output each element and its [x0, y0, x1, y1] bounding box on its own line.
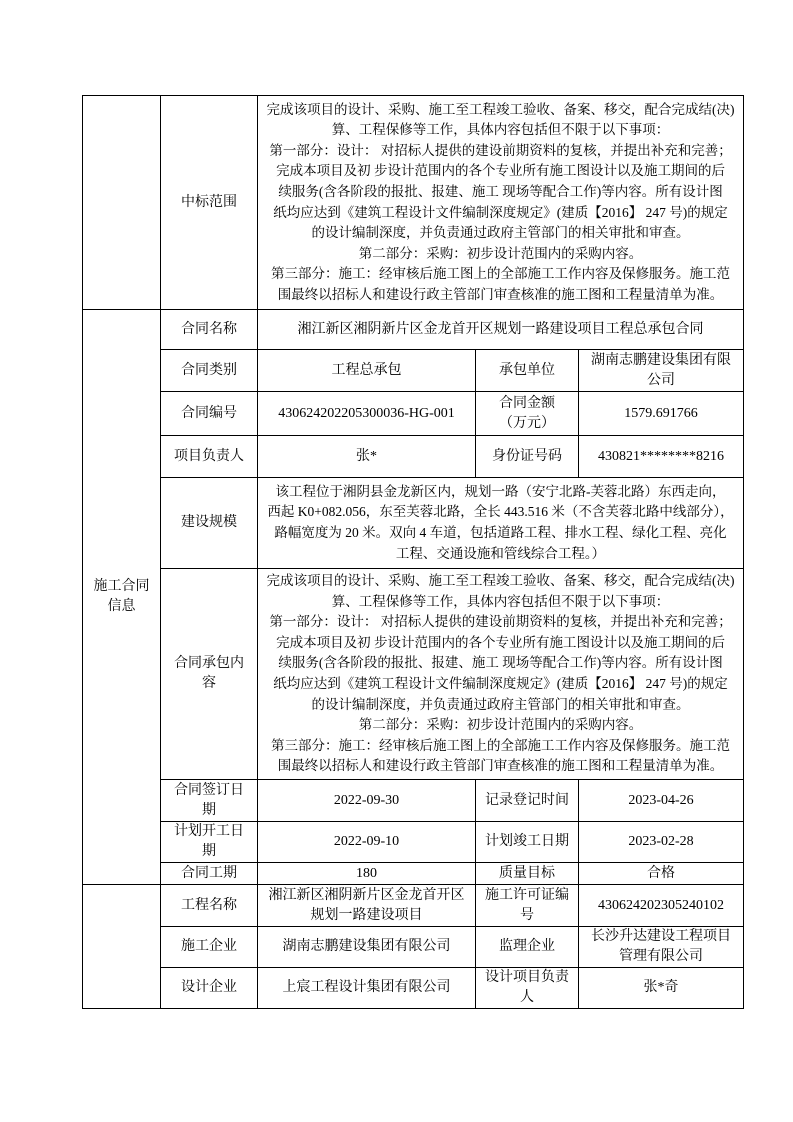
sign-date-row — [83, 780, 744, 822]
text-line: 续服务(含各阶段的报批、报建、施工 现场等配合工作)等内容。所有设计图 — [278, 655, 723, 671]
construction-scale-row — [83, 478, 744, 569]
text-line: 完成本项目及初 步设计范围内的各个专业所有施工图设计以及施工期间的后 — [276, 163, 725, 179]
plan-end-label: 计划竣工日期 — [476, 822, 579, 863]
plan-dates-row — [83, 822, 744, 863]
contract-type-row — [83, 350, 744, 392]
text-line: 围最终以招标人和建设行政主管部门审查核准的施工图和工程量清单为准。 — [277, 286, 724, 302]
project-name-value: 湘江新区湘阴新片区金龙首开区规划一路建设项目 — [258, 885, 476, 927]
project-manager-value: 张* — [258, 436, 476, 478]
text-line: 的设计编制深度，并负责通过政府主管部门的相关审批和审查。 — [311, 696, 690, 712]
contract-scope-content — [258, 569, 744, 780]
text-line: 纸均应达到《建筑工程设计文件编制深度规定》(建质【2016】 247 号)的规定 — [273, 204, 728, 220]
text-line: 工程、交通设施和管线综合工程。） — [395, 545, 606, 561]
design-lead-value: 张*奇 — [579, 968, 744, 1009]
contract-type-label: 合同类别 — [161, 350, 258, 392]
contract-type-value: 工程总承包 — [258, 350, 476, 392]
section-label-empty — [83, 96, 161, 310]
quality-label: 质量目标 — [476, 863, 579, 885]
plan-end-value: 2023-02-28 — [579, 822, 744, 863]
contract-name-label: 合同名称 — [161, 310, 258, 350]
text-line: 算、工程保修等工作，具体内容包括但不限于以下事项： — [331, 593, 670, 609]
project-name-label: 工程名称 — [161, 885, 258, 927]
designer-row — [83, 968, 744, 1009]
project-info-table — [82, 95, 744, 1009]
contract-amount-label: 合同金额 （万元） — [476, 392, 579, 436]
text-line: 第一部分：设计： 对招标人提供的建设前期资料的复核，并提出补充和完善； — [269, 142, 732, 158]
construction-scale-label: 建设规模 — [161, 478, 258, 569]
permit-label: 施工许可证编号 — [476, 885, 579, 927]
contract-name-row — [83, 310, 744, 350]
project-manager-label: 项目负责人 — [161, 436, 258, 478]
text-line: 西起 K0+082.056，东至芙蓉北路，全长 443.516 米（不含芙蓉北路中线部分）， — [267, 504, 734, 520]
section-label-empty — [83, 885, 161, 1009]
contractor-label: 承包单位 — [476, 350, 579, 392]
text-line: 第二部分：采购：初步设计范围内的采购内容。 — [358, 717, 643, 733]
contract-name-value: 湘江新区湘阴新片区金龙首开区规划一路建设项目工程总承包合同 — [258, 310, 744, 350]
design-lead-label: 设计项目负责人 — [476, 968, 579, 1009]
record-time-value: 2023-04-26 — [579, 780, 744, 822]
contract-scope-label: 合同承包内容 — [161, 569, 258, 780]
text-line: 第二部分：采购：初步设计范围内的采购内容。 — [358, 245, 643, 261]
plan-start-value: 2022-09-10 — [258, 822, 476, 863]
contract-number-row — [83, 392, 744, 436]
project-name-row — [83, 885, 744, 927]
text-line: 算、工程保修等工作，具体内容包括但不限于以下事项： — [331, 122, 670, 138]
duration-row — [83, 863, 744, 885]
record-time-label: 记录登记时间 — [476, 780, 579, 822]
duration-label: 合同工期 — [161, 863, 258, 885]
builder-row — [83, 927, 744, 968]
supervisor-value: 长沙升达建设工程项目管理有限公司 — [579, 927, 744, 968]
text-line: 完成该项目的设计、采购、施工至工程竣工验收、备案、移交，配合完成结(决) — [266, 101, 735, 117]
builder-value: 湖南志鹏建设集团有限公司 — [258, 927, 476, 968]
sign-date-label: 合同签订日期 — [161, 780, 258, 822]
text-line: 路幅宽度为 20 米。双向 4 车道，包括道路工程、排水工程、绿化工程、亮化 — [274, 525, 727, 540]
text-line: 第三部分：施工：经审核后施工图上的全部施工工作内容及保修服务。施工范 — [271, 266, 731, 282]
contract-scope-row — [83, 569, 744, 780]
text-line: 该工程位于湘阴县金龙新区内，规划一路（安宁北路-芙蓉北路）东西走向， — [275, 483, 726, 499]
designer-label: 设计企业 — [161, 968, 258, 1009]
quality-value: 合格 — [579, 863, 744, 885]
contractor-value: 湖南志鹏建设集团有限公司 — [579, 350, 744, 392]
supervisor-label: 监理企业 — [476, 927, 579, 968]
contract-number-value: 430624202205300036-HG-001 — [258, 392, 476, 436]
bid-scope-content — [258, 96, 744, 310]
id-number-label: 身份证号码 — [476, 436, 579, 478]
duration-value: 180 — [258, 863, 476, 885]
bid-scope-label: 中标范围 — [161, 96, 258, 310]
plan-start-label: 计划开工日期 — [161, 822, 258, 863]
bid-scope-row — [83, 96, 744, 310]
project-manager-row — [83, 436, 744, 478]
sign-date-value: 2022-09-30 — [258, 780, 476, 822]
text-line: 第三部分：施工：经审核后施工图上的全部施工工作内容及保修服务。施工范 — [271, 737, 731, 753]
text-line: 围最终以招标人和建设行政主管部门审查核准的施工图和工程量清单为准。 — [277, 758, 724, 774]
construction-scale-content — [258, 478, 744, 569]
text-line: 完成本项目及初 步设计范围内的各个专业所有施工图设计以及施工期间的后 — [276, 634, 725, 650]
text-line: 完成该项目的设计、采购、施工至工程竣工验收、备案、移交，配合完成结(决) — [266, 573, 735, 589]
text-line: 纸均应达到《建筑工程设计文件编制深度规定》(建质【2016】 247 号)的规定 — [273, 676, 728, 691]
text-line: 第一部分：设计： 对招标人提供的建设前期资料的复核，并提出补充和完善； — [269, 614, 732, 630]
text-line: 续服务(含各阶段的报批、报建、施工 现场等配合工作)等内容。所有设计图 — [278, 183, 723, 199]
builder-label: 施工企业 — [161, 927, 258, 968]
text-line: 的设计编制深度，并负责通过政府主管部门的相关审批和审查。 — [311, 225, 690, 241]
contract-section-label: 施工合同信息 — [83, 310, 161, 885]
contract-number-label: 合同编号 — [161, 392, 258, 436]
permit-value: 430624202305240102 — [579, 885, 744, 927]
designer-value: 上宸工程设计集团有限公司 — [258, 968, 476, 1009]
contract-amount-value: 1579.691766 — [579, 392, 744, 436]
id-number-value: 430821********8216 — [579, 436, 744, 478]
